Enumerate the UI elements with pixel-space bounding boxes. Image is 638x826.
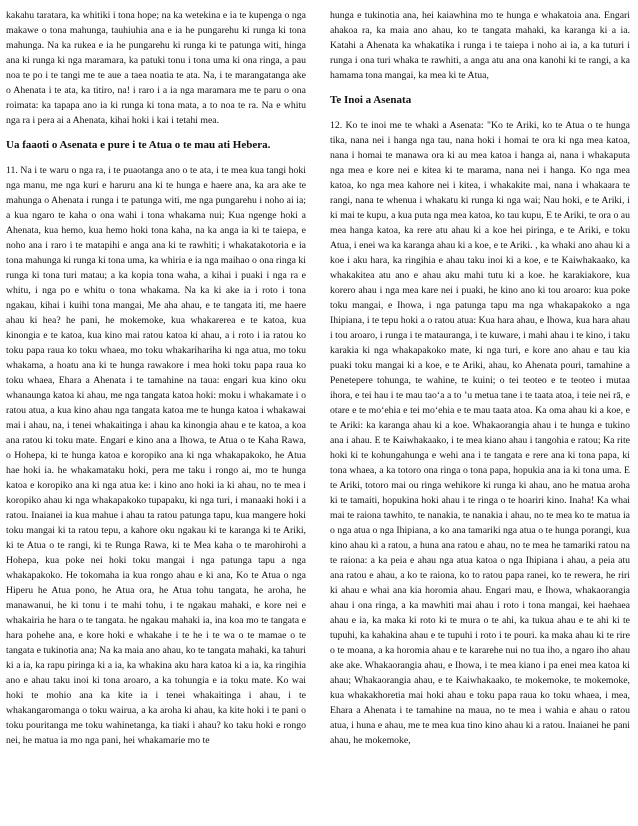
left-column (6, 8, 306, 758)
section-heading: Ua faaoti o Asenata e pure i te Atua o te mau ati Hebera. (6, 139, 271, 151)
paragraph: 11. Na i te waru o nga ra, i te puaotanga ano o te ata, i te mea kua tangi hoki nga manu, me nga kuri e haruru ana ki te hunga e haere ana, ka ara ake te mahunga o Ahenata i runga i te patunga witi, me nga pungarehu i noho ai ia; a kua ngaro te kaha o ona wahi i tona whakama nui; Kua ngenge hoki a Ahenata, kua hemo, kua hemo hoki tona kaha, na ka anga ia ki te taiepa, e noho ana i raro i te matapihi e anga ana ki te rawhiti; i whakatakotoria e ia tona mahunga ki runga ki tona uma, ka whiria e ia nga maihao o ona ringa ki runga ki tona turi matau; a ka kopia tona waha, a kihai i puaki i nga ra e whitu, i nga po e whitu o tona whakama. Na ka ki ake ia i roto i tona ngakau, kihai i kuihi tona mangai, Me aha ahau, e te tangata iti, me haere ahau ki hea? he pani, he mokemoke, kua whakarerea e te katoa, kua kinongia e te katoa, kua kino mai ratou katoa ki ahau, a i roto i ia ratou ko toku papa raua ko toku whaea, mo toku whakarihariha ki nga atua, mo toku whakama, a hoatu ana ki te hunga rawakore i mea hoki toku papa raua ko toku whaea, Ehara a Ahenata i te tamahine na taua: engari kua kino oku whanaunga katoa ki ahau, me nga tangata katoa hoki: moku i whakamate i o ratou atua, a kua kino ahau nga tangata katoa me te hunga katoa i whakawai mai i ahau, na, i tenei whakaitinga i ahau ka kinongia ahau e te katoa, a koa ana ratou ki toku mate. Engari e kino ana a Ihowa, te Atua o te Kaha Rawa, o Hohepa, ki te hunga katoa e koropiko ana ki nga whakapakoko, he Atua hae hoki ia. he whakamataku hoki, pera me taku i rongo ai, mo te hunga katoa e koropiko ana ki nga atua ke: i kino ano hoki ia ki ahau, no te mea i koropiko ahau ki nga whakapakoko tupapaku, ki nga turi, i manaaki hoki i a ratou. Inaianei ia kua mahue i ahau ta ratou patunga tapu, kua mangere hoki toku mangai ki ta ratou tepu, a kahore oku ngakau ki te karanga ki te Ariki, ki te Atua o te rangi, ki te Runga Rawa, ki te Mea kaha o te marohirohi a Hohepa, kua poke nei hoki toku mangai i nga patunga tapu a nga whakapakoko. He tokomaha ia kua rongo ahau e ki ana, Ko te Atua o nga Hiperu he Atua pono, he Atua ora, he Atua tohu tangata, he aroha, he manawanui, he ki tonu i te mahi tohu, i te ngakau mahaki, e kore nei e whakairia he hara o te tangata. he ngakau mahaki ia, ina koa mo te tangata e hara pohehe ana, e kore hoki e whakahe i te he i te wa o te mamae o te tangata e tukinotia ana; Na ka maia ano ahau, ko te tangata mahaki, ka tahuri ki a ia, ka rapu piringa ki a ia, ka whakina aku hara katoa ki a ia, ka ringihia ano e ahau taku inoi ki tona aroaro, a ka tohungia e ia toku mate. Ko wai hoki te mohio ana ka kite ia i tenei whakaitinga i ahau, i te whakangaromanga o toku wairua, a ka aroha ki ahau, ka kite hoki i te pani o toku pouritanga me toku wahinetanga, ka tiaki i ahau? ko taku hoki e rongo nei, he matua ia mo nga pani, hei whakamarie mo te (6, 165, 306, 746)
paragraph: hunga e tukinotia ana, hei kaiawhina mo te hunga e whakatoia ana. Engari ahakoa ra, ka maia ano ahau, ko te tangata mahaki, ka karanga ki a ia. Katahi a Ahenata ka whakatika i runga i te taiepa i noho ai ia, a ka tuturi i runga i ona turi whaka te rawhiti, a anga atu ana ona kanohi ki te rangi, a ka hamama tona mangai, ka mea ki te Atua, (330, 10, 630, 81)
right-column (330, 8, 630, 758)
paragraph: 12. Ko te inoi me te whaki a Asenata: "Ko te Ariki, ko te Atua o te hunga tika, nana nei i hanga nga tau, nana hoki i homai te ora ki nga mea katoa, nana i homai te manawa ora ki au mea katoa i hanga ai, nana i whakaputa nga mea e kore nei e kitea ki te marama, nana nei i hanga. Ko nga mea katoa, ko nga mea kahore nei i kitea, i whakakite mai, nana i whakaara te rangi, nana te whenua i whakatu ki runga ki nga wai; Nau hoki, e te Ariki, i ki mai te kupu, a kua puta nga mea katoa, ko tau kupu, E te Ariki, te ora o au mea hanga katoa, ka rere atu ahau ki a koe hei piringa, e te Ariki, e toku Atua, i enei wa ka karanga ahau ki a koe, e te Ariki. , ka whaki ano ahau ki a koe i aku hara, ka ringihia e ahau taku inoi ki a koe, e te Kaiwhakaako, ka whakakitea atu ano e ahau aku mahi tutu ki a koe. he karakiakore, kua korero ahau i nga mea kare nei i puaki, he kino ano ki tou aroaro: kua poke toku mangai, e Ihowa, i nga patunga tapu ma nga whakapakoko a nga Ihipiana, i te tepu hoki a o ratou atua: Kua hara ahau, e Ihowa, kua hara ahau i tou aroaro, i runga i te matauranga, i te kuware, i mahi ahau i te kino, i taku karakia ki nga whakapakoko mate, ki nga turi, e kore ano ahau e tau kia puaki toku mangai ki a koe, e te Ariki, ahau, ko Ahenata pouri, tamahine a Penetepere tohunga, te wahine, te kuini; o tei teoteo e te teoteo i mutaa ihora, e tei hau i te mau tao‘a a to ’u metua tane i te taata atoa, i teie nei rā, e otare e te mo‘ehia e tei mo‘ehia e te mau taata atoa. Ka oma ahau ki a koe, e te Ariki: ka karanga ahau ki a koe. Whakaorangia ahau i te hunga e tukino ana i ahau. E te Kaiwhakaako, i te mea kiano ahau i tangohia e ratou; Ka rite hoki ki te kohungahunga e wehi ana i te tangata e rere ana ki tona papa, ki tona whaea, a ka totoro ona ringa o tona papa, hopukia ana ia ki tona uma. E te Ariki, totoro mai ou ringa wehikore ki runga ki ahau, ano he matua aroha ki te tamaiti, hopukina hoki ahau i te ringa o te hoariri kino. Inaha! Ka whai mai te raiona tawhito, te nanakia, te nanakia i ahau, no te mea ko te matua ia o nga atua o nga Ihipiana, a ko ana tamariki nga atua o te hunga porangi, kua kino ahau ki a ratou, a huna ana ratou e ahau, no te mea he tamariki ratou na te raiona: a ka peia e ahau nga atua katoa o nga Ihipiana i ahau, a peia atu ana ratou e ahau, a ko te raiona, ko to ratou papa ranei, ko te rewera, he riri ki ahau e whai ana kia horomia ahau. Engari mau, e Ihowa, whakaorangia ahau i ona ringa, a ka mawhiti mai ahau i roto i tona mangai, kei haehaea ahau e ia, ka maka ki roto ki te mura o te ahi, ka tukua ahau e te ahi ki te tupuhi, ka kahakina ahau e te tupuhi i roto i te pouri. ka maka ahau ki te rire o te moana, a ka horomia ahau e te kararehe nui no tua iho, a ngaro iho ahau ake ake. Whakaorangia ahau, e Ihowa, i te mea kiano i pa enei mea katoa ki ahau; Whakaorangia ahau, e te Kaiwhakaako, te mokemoke, te mokemoke, kua whakakhoretia mai hoki ahau e toku papa raua ko toku whaea, i mea, Ehara a Ahenata i te tamahine na maua, no te mea i wahia e ahau o ratou atua, i huna e ahau, me te mea kua tino kino ahau ki a ratou. Inaianei he pani ahau, he mokemoke, (330, 120, 630, 746)
paragraph: kakahu taratara, ka whitiki i tona hope; na ka wetekina e ia te kupenga o nga makawe o tona mahunga, tauhiuhia ana e ia he pungarehu ki runga ki tona mahunga. Na ka rukea e ia he pungarehu ki runga ki te patunga witi, hinga ana ki runga ki nga maramara, ka patuki tonu i tona uma ki ona ringa, a pau noa te po i te tangi me te aue a taea noatia te ata. Na, i te marangatanga ake o Ahenata i te ata, ka titiro, na! i raro i a ia nga maramara me te paru o ona roimata: ka tapapa ano ia ki runga ki tona mata, a to noa te ra. Na e whitu nga ra i pera ai a Ahenata, kihai hoki i kai i tetahi mea. (6, 10, 306, 126)
section-heading: Te Inoi a Asenata (330, 94, 412, 106)
